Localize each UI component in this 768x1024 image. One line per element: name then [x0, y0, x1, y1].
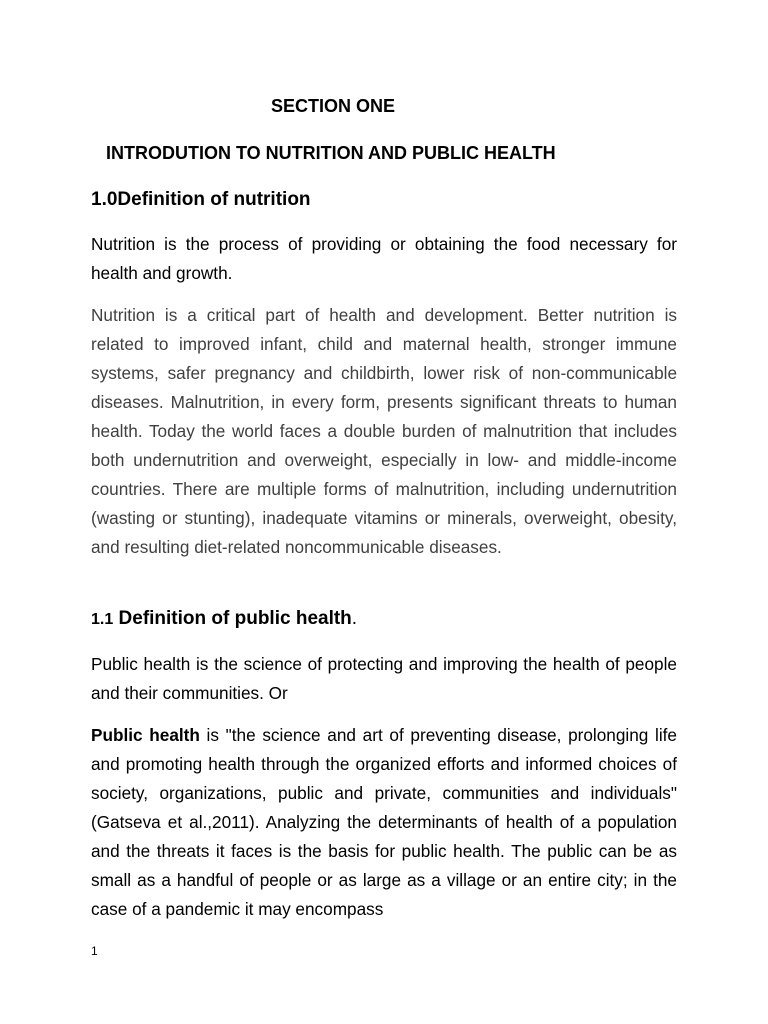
heading-number: 1.1: [91, 611, 114, 628]
nutrition-body-paragraph: Nutrition is a critical part of health and development. Better nutrition is related to improved infant, child and maternal health, stronger immune systems, safer pregnancy and childbirth, lower risk of non-communicable diseases. Malnutrition, in every form, presents significant threats to human health. Today the world faces a double burden of malnutrition that includes both undernutrition and overweight, especially in low- and middle-income countries. There are multiple forms of malnutrition, including undernutrition (wasting or stunting), inadequate vitamins or minerals, overweight, obesity, and resulting diet-related noncommunicable diseases.: [91, 305, 677, 557]
public-health-definition-paragraph: Public health is the science of protecting and improving the health of people and their communities. Or: [91, 654, 677, 703]
public-health-body-paragraph: [91, 721, 677, 924]
page-number: 1: [91, 944, 98, 958]
public-health-body-text: is "the science and art of preventing disease, prolonging life and promoting health through the organized efforts and informed choices of society, organizations, public and private, communities and individuals"(Gatseva et al.,2011). Analyzing the determinants of health of a population and the threats it faces is the basis for public health. The public can be as small as a handful of people or as large as a village or an entire city; in the case of a pandemic it may encompass: [91, 725, 677, 919]
nutrition-definition-paragraph: Nutrition is the process of providing or obtaining the food necessary for health and growth.: [91, 234, 677, 283]
document-title: INTRODUTION TO NUTRITION AND PUBLIC HEALTH: [106, 143, 556, 163]
public-health-term: Public health: [91, 725, 200, 745]
heading-text: Definition of public health: [118, 608, 352, 629]
heading-period: .: [351, 608, 358, 629]
heading-definition-of-nutrition: 1.0Definition of nutrition: [91, 189, 311, 210]
section-label: SECTION ONE: [271, 96, 396, 116]
heading-definition-of-public-health: [91, 608, 357, 630]
